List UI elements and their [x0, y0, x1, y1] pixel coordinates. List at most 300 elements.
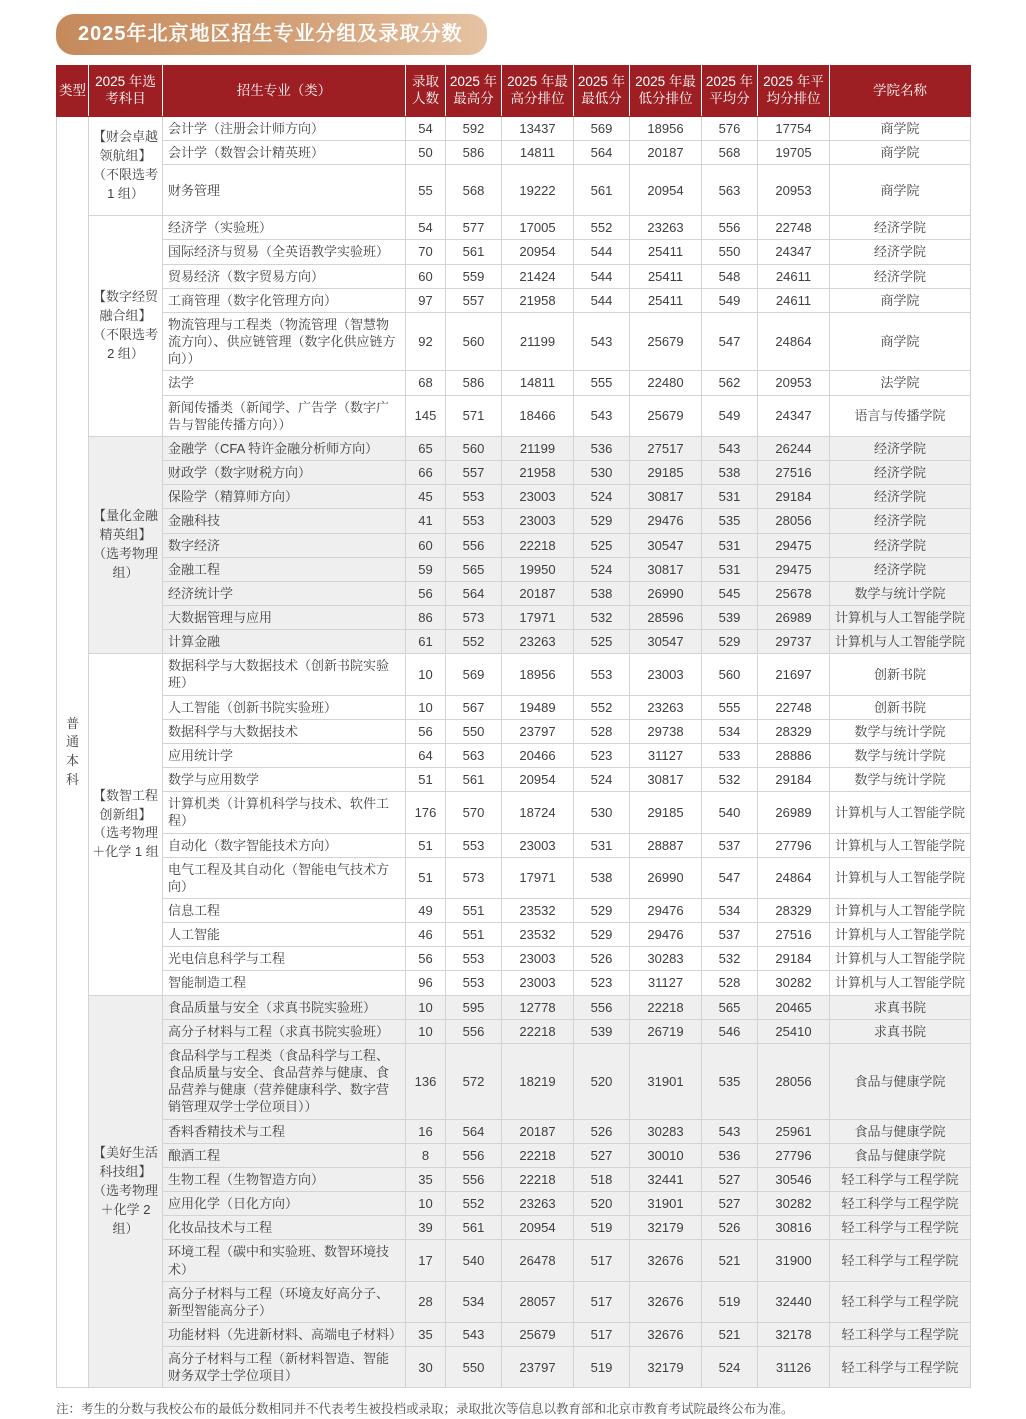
avg-score-cell: 555	[702, 695, 758, 719]
count-cell: 10	[406, 1192, 446, 1216]
avg-rank-cell: 28056	[758, 509, 830, 533]
max-rank-cell: 21958	[502, 461, 574, 485]
header-row	[57, 66, 971, 117]
min-score-cell: 543	[574, 312, 630, 370]
major-cell: 数字经济	[163, 533, 406, 557]
count-cell: 17	[406, 1240, 446, 1281]
min-score-cell: 543	[574, 395, 630, 436]
col-header-min-rank: 2025 年最低分排位	[630, 66, 702, 117]
college-cell: 计算机与人工智能学院	[830, 833, 971, 857]
major-cell: 数学与应用数学	[163, 768, 406, 792]
college-cell: 创新书院	[830, 695, 971, 719]
count-cell: 10	[406, 995, 446, 1019]
min-rank-cell: 30547	[630, 630, 702, 654]
college-cell: 商学院	[830, 165, 971, 216]
major-cell: 信息工程	[163, 899, 406, 923]
college-cell: 计算机与人工智能学院	[830, 923, 971, 947]
table-row	[57, 240, 971, 264]
table-row	[57, 695, 971, 719]
major-cell: 物流管理与工程类（物流管理（智慧物流方向）、供应链管理（数字化供应链方向））	[163, 312, 406, 370]
max-rank-cell: 18466	[502, 395, 574, 436]
max-score-cell: 557	[446, 461, 502, 485]
min-rank-cell: 32441	[630, 1167, 702, 1191]
max-score-cell: 550	[446, 1347, 502, 1388]
avg-rank-cell: 29475	[758, 533, 830, 557]
table-row	[57, 792, 971, 833]
min-score-cell: 544	[574, 264, 630, 288]
col-header-min-score: 2025 年最低分	[574, 66, 630, 117]
max-score-cell: 570	[446, 792, 502, 833]
min-rank-cell: 32676	[630, 1281, 702, 1322]
max-rank-cell: 20954	[502, 240, 574, 264]
max-rank-cell: 14811	[502, 141, 574, 165]
major-cell: 环境工程（碳中和实验班、数智环境技术）	[163, 1240, 406, 1281]
college-cell: 轻工科学与工程学院	[830, 1240, 971, 1281]
min-rank-cell: 32179	[630, 1347, 702, 1388]
group-label-cell: 【美好生活科技组】（选考物理＋化学 2 组）	[89, 995, 163, 1388]
min-score-cell: 525	[574, 630, 630, 654]
avg-score-cell: 532	[702, 947, 758, 971]
table-row	[57, 436, 971, 460]
avg-score-cell: 540	[702, 792, 758, 833]
min-score-cell: 538	[574, 581, 630, 605]
col-header-max-rank: 2025 年最高分排位	[502, 66, 574, 117]
min-rank-cell: 25411	[630, 240, 702, 264]
table-row	[57, 312, 971, 370]
min-score-cell: 519	[574, 1216, 630, 1240]
table-row	[57, 719, 971, 743]
table-row	[57, 947, 971, 971]
avg-rank-cell: 30282	[758, 971, 830, 995]
avg-score-cell: 537	[702, 923, 758, 947]
min-rank-cell: 30283	[630, 947, 702, 971]
avg-score-cell: 563	[702, 165, 758, 216]
major-cell: 化妆品技术与工程	[163, 1216, 406, 1240]
college-cell: 商学院	[830, 312, 971, 370]
table-row	[57, 1167, 971, 1191]
max-score-cell: 561	[446, 768, 502, 792]
avg-rank-cell: 26989	[758, 605, 830, 629]
min-score-cell: 520	[574, 1192, 630, 1216]
max-score-cell: 571	[446, 395, 502, 436]
college-cell: 轻工科学与工程学院	[830, 1347, 971, 1388]
count-cell: 66	[406, 461, 446, 485]
max-score-cell: 577	[446, 216, 502, 240]
major-cell: 法学	[163, 371, 406, 395]
count-cell: 50	[406, 141, 446, 165]
count-cell: 64	[406, 743, 446, 767]
max-score-cell: 572	[446, 1043, 502, 1119]
avg-rank-cell: 29184	[758, 947, 830, 971]
min-score-cell: 538	[574, 857, 630, 898]
count-cell: 56	[406, 581, 446, 605]
table-row	[57, 857, 971, 898]
major-cell: 电气工程及其自动化（智能电气技术方向）	[163, 857, 406, 898]
min-score-cell: 517	[574, 1240, 630, 1281]
min-score-cell: 523	[574, 971, 630, 995]
avg-score-cell: 521	[702, 1322, 758, 1346]
avg-score-cell: 556	[702, 216, 758, 240]
college-cell: 经济学院	[830, 557, 971, 581]
avg-rank-cell: 32178	[758, 1322, 830, 1346]
min-rank-cell: 20187	[630, 141, 702, 165]
col-header-max-score: 2025 年最高分	[446, 66, 502, 117]
max-score-cell: 556	[446, 1143, 502, 1167]
count-cell: 10	[406, 654, 446, 695]
max-rank-cell: 21958	[502, 288, 574, 312]
min-score-cell: 517	[574, 1322, 630, 1346]
table-body	[57, 117, 971, 1388]
major-cell: 香料香精技术与工程	[163, 1119, 406, 1143]
major-cell: 人工智能	[163, 923, 406, 947]
max-score-cell: 561	[446, 1216, 502, 1240]
min-rank-cell: 23003	[630, 654, 702, 695]
min-score-cell: 519	[574, 1347, 630, 1388]
max-score-cell: 563	[446, 743, 502, 767]
max-rank-cell: 18724	[502, 792, 574, 833]
max-rank-cell: 12778	[502, 995, 574, 1019]
page-title: 2025年北京地区招生专业分组及录取分数	[56, 14, 487, 55]
avg-score-cell: 562	[702, 371, 758, 395]
avg-score-cell: 543	[702, 1119, 758, 1143]
max-rank-cell: 26478	[502, 1240, 574, 1281]
avg-score-cell: 526	[702, 1216, 758, 1240]
college-cell: 经济学院	[830, 485, 971, 509]
min-rank-cell: 31127	[630, 971, 702, 995]
major-cell: 应用化学（日化方向）	[163, 1192, 406, 1216]
min-score-cell: 529	[574, 509, 630, 533]
min-rank-cell: 29738	[630, 719, 702, 743]
max-rank-cell: 17971	[502, 605, 574, 629]
max-rank-cell: 20954	[502, 1216, 574, 1240]
major-cell: 国际经济与贸易（全英语教学实验班）	[163, 240, 406, 264]
college-cell: 经济学院	[830, 533, 971, 557]
max-rank-cell: 13437	[502, 117, 574, 141]
max-score-cell: 553	[446, 971, 502, 995]
min-rank-cell: 25679	[630, 395, 702, 436]
avg-rank-cell: 30546	[758, 1167, 830, 1191]
college-cell: 商学院	[830, 117, 971, 141]
max-score-cell: 553	[446, 947, 502, 971]
major-cell: 高分子材料与工程（新材料智造、智能财务双学士学位项目）	[163, 1347, 406, 1388]
table-row	[57, 461, 971, 485]
college-cell: 商学院	[830, 288, 971, 312]
major-cell: 工商管理（数字化管理方向）	[163, 288, 406, 312]
college-cell: 轻工科学与工程学院	[830, 1192, 971, 1216]
avg-score-cell: 528	[702, 971, 758, 995]
avg-rank-cell: 24864	[758, 857, 830, 898]
table-row	[57, 605, 971, 629]
max-score-cell: 552	[446, 1192, 502, 1216]
count-cell: 56	[406, 947, 446, 971]
college-cell: 计算机与人工智能学院	[830, 630, 971, 654]
avg-rank-cell: 27516	[758, 923, 830, 947]
min-score-cell: 520	[574, 1043, 630, 1119]
major-cell: 计算机类（计算机科学与技术、软件工程）	[163, 792, 406, 833]
major-cell: 数据科学与大数据技术（创新书院实验班）	[163, 654, 406, 695]
college-cell: 计算机与人工智能学院	[830, 792, 971, 833]
major-cell: 计算金融	[163, 630, 406, 654]
max-rank-cell: 22218	[502, 1143, 574, 1167]
min-score-cell: 518	[574, 1167, 630, 1191]
min-rank-cell: 18956	[630, 117, 702, 141]
type-cell: 普通本科	[57, 117, 89, 1388]
min-score-cell: 527	[574, 1143, 630, 1167]
major-cell: 食品科学与工程类（食品科学与工程、食品质量与安全、食品营养与健康、食品营养与健康（营养健康科学、数字营销管理双学士学位项目））	[163, 1043, 406, 1119]
max-rank-cell: 20954	[502, 768, 574, 792]
col-header-avg-score: 2025 年平均分	[702, 66, 758, 117]
major-cell: 光电信息科学与工程	[163, 947, 406, 971]
avg-score-cell: 529	[702, 630, 758, 654]
max-rank-cell: 21424	[502, 264, 574, 288]
avg-score-cell: 549	[702, 395, 758, 436]
avg-rank-cell: 24347	[758, 395, 830, 436]
max-rank-cell: 20187	[502, 1119, 574, 1143]
min-rank-cell: 26990	[630, 581, 702, 605]
avg-rank-cell: 26244	[758, 436, 830, 460]
table-row	[57, 117, 971, 141]
avg-rank-cell: 20953	[758, 371, 830, 395]
min-score-cell: 526	[574, 947, 630, 971]
count-cell: 86	[406, 605, 446, 629]
college-cell: 食品与健康学院	[830, 1119, 971, 1143]
college-cell: 食品与健康学院	[830, 1043, 971, 1119]
avg-score-cell: 521	[702, 1240, 758, 1281]
admission-scores-table	[56, 65, 971, 1388]
max-score-cell: 550	[446, 719, 502, 743]
min-score-cell: 517	[574, 1281, 630, 1322]
min-score-cell: 524	[574, 485, 630, 509]
min-score-cell: 556	[574, 995, 630, 1019]
avg-rank-cell: 20953	[758, 165, 830, 216]
max-score-cell: 595	[446, 995, 502, 1019]
avg-score-cell: 527	[702, 1192, 758, 1216]
max-rank-cell: 23003	[502, 833, 574, 857]
min-rank-cell: 25411	[630, 288, 702, 312]
max-score-cell: 569	[446, 654, 502, 695]
count-cell: 16	[406, 1119, 446, 1143]
avg-rank-cell: 22748	[758, 216, 830, 240]
max-score-cell: 567	[446, 695, 502, 719]
college-cell: 求真书院	[830, 1019, 971, 1043]
count-cell: 54	[406, 216, 446, 240]
min-score-cell: 536	[574, 436, 630, 460]
max-score-cell: 551	[446, 899, 502, 923]
avg-score-cell: 550	[702, 240, 758, 264]
avg-rank-cell: 28056	[758, 1043, 830, 1119]
count-cell: 60	[406, 533, 446, 557]
min-score-cell: 552	[574, 695, 630, 719]
max-score-cell: 560	[446, 312, 502, 370]
min-rank-cell: 27517	[630, 436, 702, 460]
max-rank-cell: 22218	[502, 533, 574, 557]
max-rank-cell: 23532	[502, 923, 574, 947]
max-rank-cell: 14811	[502, 371, 574, 395]
table-row	[57, 1216, 971, 1240]
avg-rank-cell: 26989	[758, 792, 830, 833]
college-cell: 经济学院	[830, 509, 971, 533]
avg-score-cell: 549	[702, 288, 758, 312]
count-cell: 61	[406, 630, 446, 654]
min-rank-cell: 28887	[630, 833, 702, 857]
avg-score-cell: 538	[702, 461, 758, 485]
count-cell: 51	[406, 857, 446, 898]
avg-score-cell: 536	[702, 1143, 758, 1167]
major-cell: 高分子材料与工程（求真书院实验班）	[163, 1019, 406, 1043]
max-rank-cell: 17005	[502, 216, 574, 240]
min-score-cell: 529	[574, 923, 630, 947]
avg-score-cell: 539	[702, 605, 758, 629]
min-score-cell: 530	[574, 461, 630, 485]
avg-score-cell: 531	[702, 557, 758, 581]
min-score-cell: 564	[574, 141, 630, 165]
max-score-cell: 564	[446, 1119, 502, 1143]
min-score-cell: 544	[574, 288, 630, 312]
major-cell: 应用统计学	[163, 743, 406, 767]
avg-rank-cell: 25961	[758, 1119, 830, 1143]
max-score-cell: 559	[446, 264, 502, 288]
count-cell: 96	[406, 971, 446, 995]
min-score-cell: 561	[574, 165, 630, 216]
max-score-cell: 543	[446, 1322, 502, 1346]
major-cell: 智能制造工程	[163, 971, 406, 995]
max-rank-cell: 22218	[502, 1019, 574, 1043]
max-rank-cell: 23003	[502, 971, 574, 995]
avg-score-cell: 533	[702, 743, 758, 767]
max-rank-cell: 23263	[502, 630, 574, 654]
major-cell: 财务管理	[163, 165, 406, 216]
max-score-cell: 556	[446, 1019, 502, 1043]
major-cell: 保险学（精算师方向）	[163, 485, 406, 509]
avg-rank-cell: 25678	[758, 581, 830, 605]
avg-score-cell: 524	[702, 1347, 758, 1388]
min-rank-cell: 26990	[630, 857, 702, 898]
college-cell: 计算机与人工智能学院	[830, 857, 971, 898]
avg-score-cell: 527	[702, 1167, 758, 1191]
major-cell: 经济统计学	[163, 581, 406, 605]
table-row	[57, 264, 971, 288]
major-cell: 数据科学与大数据技术	[163, 719, 406, 743]
avg-rank-cell: 31126	[758, 1347, 830, 1388]
min-score-cell: 524	[574, 768, 630, 792]
min-score-cell: 539	[574, 1019, 630, 1043]
min-score-cell: 555	[574, 371, 630, 395]
min-rank-cell: 29476	[630, 923, 702, 947]
count-cell: 49	[406, 899, 446, 923]
max-rank-cell: 19950	[502, 557, 574, 581]
count-cell: 54	[406, 117, 446, 141]
table-row	[57, 654, 971, 695]
avg-rank-cell: 32440	[758, 1281, 830, 1322]
max-rank-cell: 23003	[502, 947, 574, 971]
table-row	[57, 1240, 971, 1281]
college-cell: 经济学院	[830, 216, 971, 240]
max-score-cell: 586	[446, 141, 502, 165]
avg-rank-cell: 27796	[758, 833, 830, 857]
college-cell: 数学与统计学院	[830, 719, 971, 743]
major-cell: 大数据管理与应用	[163, 605, 406, 629]
table-row	[57, 1281, 971, 1322]
avg-score-cell: 547	[702, 312, 758, 370]
college-cell: 求真书院	[830, 995, 971, 1019]
footer-note: 注：考生的分数与我校公布的最低分数相同并不代表考生被投档或录取；录取批次等信息以教育部和北京市教育考试院最终公布为准。	[56, 1402, 794, 1417]
count-cell: 59	[406, 557, 446, 581]
min-rank-cell: 30817	[630, 557, 702, 581]
college-cell: 数学与统计学院	[830, 768, 971, 792]
avg-rank-cell: 21697	[758, 654, 830, 695]
min-rank-cell: 30283	[630, 1119, 702, 1143]
max-rank-cell: 23263	[502, 1192, 574, 1216]
max-score-cell: 553	[446, 485, 502, 509]
col-header-major: 招生专业（类）	[163, 66, 406, 117]
min-rank-cell: 23263	[630, 695, 702, 719]
col-header-avg-rank: 2025 年平均分排位	[758, 66, 830, 117]
max-rank-cell: 18956	[502, 654, 574, 695]
max-score-cell: 552	[446, 630, 502, 654]
avg-rank-cell: 24611	[758, 264, 830, 288]
max-score-cell: 586	[446, 371, 502, 395]
avg-rank-cell: 30282	[758, 1192, 830, 1216]
major-cell: 自动化（数字智能技术方向）	[163, 833, 406, 857]
avg-score-cell: 519	[702, 1281, 758, 1322]
count-cell: 68	[406, 371, 446, 395]
major-cell: 经济学（实验班）	[163, 216, 406, 240]
banner-container	[0, 0, 1026, 65]
min-rank-cell: 30817	[630, 485, 702, 509]
avg-score-cell: 547	[702, 857, 758, 898]
max-score-cell: 553	[446, 509, 502, 533]
max-rank-cell: 23003	[502, 509, 574, 533]
avg-rank-cell: 19705	[758, 141, 830, 165]
min-score-cell: 530	[574, 792, 630, 833]
major-cell: 高分子材料与工程（环境友好高分子、新型智能高分子）	[163, 1281, 406, 1322]
avg-rank-cell: 25410	[758, 1019, 830, 1043]
avg-score-cell: 532	[702, 768, 758, 792]
group-label-cell: 【财会卓越领航组】（不限选考 1 组）	[89, 117, 163, 216]
avg-score-cell: 565	[702, 995, 758, 1019]
table-row	[57, 923, 971, 947]
min-rank-cell: 20954	[630, 165, 702, 216]
college-cell: 轻工科学与工程学院	[830, 1281, 971, 1322]
min-score-cell: 569	[574, 117, 630, 141]
avg-rank-cell: 17754	[758, 117, 830, 141]
count-cell: 10	[406, 1019, 446, 1043]
table-row	[57, 971, 971, 995]
col-header-type: 类型	[57, 66, 89, 117]
group-label-cell: 【数字经贸融合组】（不限选考 2 组）	[89, 216, 163, 437]
table-row	[57, 1043, 971, 1119]
college-cell: 轻工科学与工程学院	[830, 1322, 971, 1346]
count-cell: 55	[406, 165, 446, 216]
avg-rank-cell: 31900	[758, 1240, 830, 1281]
avg-score-cell: 545	[702, 581, 758, 605]
min-score-cell: 544	[574, 240, 630, 264]
avg-score-cell: 531	[702, 485, 758, 509]
count-cell: 51	[406, 833, 446, 857]
major-cell: 人工智能（创新书院实验班）	[163, 695, 406, 719]
min-score-cell: 529	[574, 899, 630, 923]
count-cell: 176	[406, 792, 446, 833]
avg-score-cell: 535	[702, 509, 758, 533]
college-cell: 计算机与人工智能学院	[830, 605, 971, 629]
college-cell: 数学与统计学院	[830, 743, 971, 767]
count-cell: 10	[406, 695, 446, 719]
major-cell: 会计学（数智会计精英班）	[163, 141, 406, 165]
avg-score-cell: 534	[702, 899, 758, 923]
major-cell: 酿酒工程	[163, 1143, 406, 1167]
avg-score-cell: 576	[702, 117, 758, 141]
count-cell: 45	[406, 485, 446, 509]
